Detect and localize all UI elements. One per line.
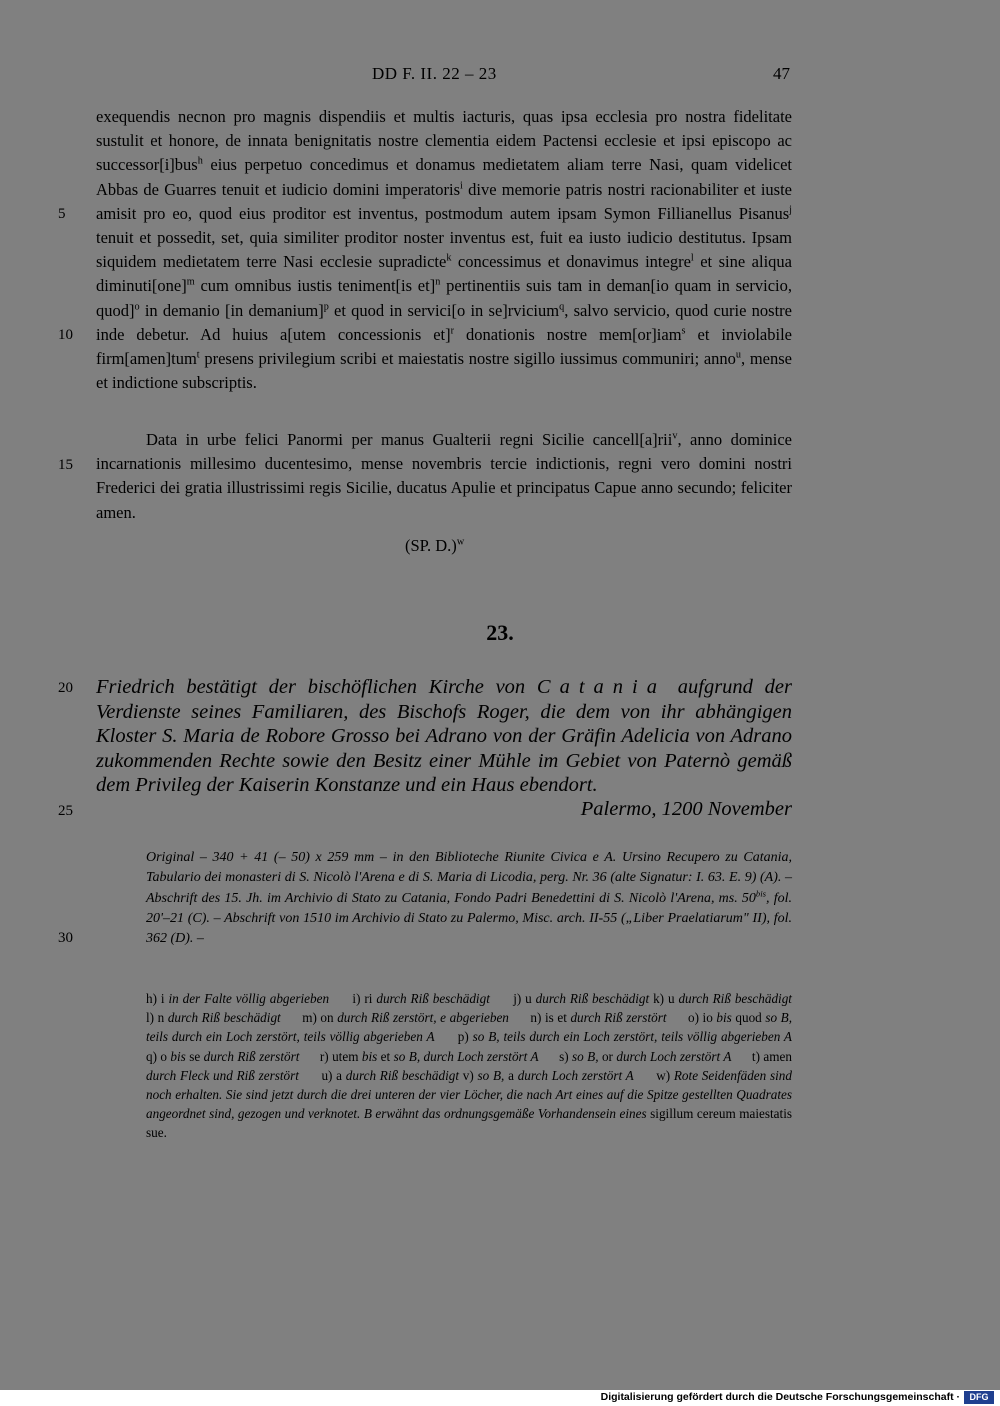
text-run: Data in urbe felici Panormi per manus Gualterii regni Sicilie cancell[a]rii bbox=[146, 430, 673, 449]
footnote-marker: r bbox=[450, 325, 455, 337]
note-text: k) u bbox=[649, 991, 679, 1006]
regest bbox=[96, 675, 792, 798]
text-run: , salvo servicio, quod curie nostre inde debetur. Ad huius a[utem concessionis et] bbox=[96, 300, 793, 344]
note-italic-text: so B, bbox=[477, 1067, 505, 1083]
note-italic-text: durch Riß zerstört, e abgerieben bbox=[337, 1010, 509, 1026]
text-run: pertinentiis suis tam in deman[io quam in servicio, quod] bbox=[96, 276, 792, 320]
footnote-marker: w bbox=[456, 536, 465, 548]
text-run: , mense et indictione subscriptis. bbox=[96, 349, 792, 393]
note-italic-text: durch Loch zerstört A bbox=[517, 1067, 634, 1083]
note-italic-text: durch Riß beschädigt bbox=[345, 1067, 460, 1083]
note-text: l) n bbox=[146, 991, 812, 1026]
note-italic-text: bis bbox=[170, 1048, 186, 1064]
signum bbox=[405, 536, 464, 556]
text-run: exequendis necnon pro magnis dispendiis et multis iacturis, quas ipsa ecclesia pro nostra fidelitate sustulit et honore, de innata benignitatis nostre clementia eidem Pactensi ecclesie et ipsi episcopo ac successor[i]bus bbox=[96, 107, 792, 175]
note-italic-text: durch Loch zerstört A bbox=[616, 1048, 732, 1064]
line-number: 30 bbox=[58, 930, 73, 946]
note-italic-text: so B, teils durch ein Loch zerstört, teils völlig abgerieben A bbox=[472, 1029, 792, 1045]
dfg-logo: DFG bbox=[964, 1391, 994, 1404]
footnote-marker: o bbox=[134, 301, 140, 313]
footnote-marker: s bbox=[681, 325, 686, 337]
footnote-marker: m bbox=[186, 276, 195, 288]
note-text: et bbox=[377, 1048, 394, 1064]
document-text-paragraph bbox=[96, 105, 792, 395]
text-run: concessimus et donavimus integre bbox=[451, 252, 691, 272]
note-italic-text: durch Riß beschädigt bbox=[167, 1010, 281, 1026]
dateline: Palermo, 1200 November bbox=[580, 798, 792, 820]
footnote-marker: t bbox=[196, 349, 200, 361]
footnote-marker: p bbox=[323, 301, 329, 313]
note-text: sigillum cereum maiestatis sue. bbox=[146, 1106, 796, 1141]
note-text: se bbox=[185, 1048, 204, 1064]
text-run: , anno dominice incarnationis millesimo ducentesimo, mense novembris tercie indictionis, regni vero domini nostri Frederici dei gratia illustrissimi regis Sicilie, ducatus Apulie et principatus Capue anno secundo; feliciter amen. bbox=[96, 430, 792, 522]
note-text: a bbox=[504, 1067, 518, 1083]
note-text: h) i bbox=[146, 991, 169, 1006]
note-italic-text: durch Riß beschädigt bbox=[376, 991, 490, 1006]
note-text: p) bbox=[434, 1029, 473, 1045]
footnote-marker: i bbox=[460, 180, 463, 192]
note-text: o) io bbox=[666, 1010, 717, 1026]
regest-place: Catania bbox=[536, 676, 666, 698]
text-run: in demanio [in demanium] bbox=[139, 300, 324, 320]
note-italic-text: bis bbox=[361, 1048, 378, 1064]
note-text: j) u bbox=[489, 991, 536, 1006]
note-italic-text: durch Riß beschädigt bbox=[678, 991, 792, 1006]
tradition-text: , fol. 20'–21 (C). – Abschrift von 1510 im Archivio di Stato zu Palermo, Misc. arch. II-55 („Liber Praelatiarum" II), fol. 362 (D). – bbox=[146, 890, 792, 947]
footnote-marker: q bbox=[559, 301, 565, 313]
note-italic-text: durch Riß beschädigt bbox=[535, 991, 650, 1006]
note-text: or bbox=[598, 1048, 617, 1064]
note-italic-text: durch Riß zerstört bbox=[570, 1010, 667, 1026]
text-run: et sine aliqua diminuti[one] bbox=[96, 252, 792, 296]
note-italic-text: so B, teils durch ein Loch zerstört, teils völlig abgerieben A bbox=[146, 1010, 793, 1045]
note-text: quod bbox=[731, 1010, 766, 1026]
note-italic-text: Rote Seidenfäden sind noch erhalten. Sie sind jetzt durch die drei unteren der vier Löcher, die nach Art eines auf die Spitze gestellten Quadrates angeordnet sind, gezogen und verknotet. B erwähnt das ordnungsgemäße Vorhandensein eines bbox=[146, 1067, 792, 1122]
note-text: r) utem bbox=[299, 1048, 362, 1064]
footnote-marker: h bbox=[197, 155, 203, 167]
note-italic-text: bis bbox=[716, 1010, 732, 1026]
footnote-marker: j bbox=[789, 204, 792, 216]
footnote-marker: l bbox=[690, 252, 694, 264]
note-text: w) bbox=[633, 1067, 674, 1083]
footer-bar bbox=[0, 1390, 1000, 1406]
text-run: cum omnibus iustis teniment[is et] bbox=[194, 276, 436, 296]
line-number: 10 bbox=[58, 327, 73, 343]
footnote-marker: u bbox=[735, 349, 742, 361]
text-run: et inviolabile firm[amen]tum bbox=[96, 324, 792, 369]
footnote-marker: n bbox=[435, 276, 441, 288]
funding-credit: Digitalisierung gefördert durch die Deutsche Forschungsgemeinschaft · bbox=[600, 1391, 960, 1403]
note-text: s) bbox=[538, 1048, 573, 1064]
footnote-marker: v bbox=[672, 430, 678, 442]
note-text: m) on bbox=[280, 1010, 338, 1026]
line-number: 20 bbox=[58, 680, 73, 696]
regest-text: aufgrund der Verdienste seines Familiaren, des Bischofs Roger, die dem von ihr abhängigen Kloster S. Maria de Robore Grosso bei Adrano von der Gräfin Adelicia von Adrano zukommenden Rechte sowie den Besitz einer Mühle im Gebiet von Paternò gemäß dem Privileg der Kaiserin Konstanze und ein Haus ebendort. bbox=[96, 676, 792, 796]
text-run: eius perpetuo concedimus et donamus medietatem aliam terre Nasi, quam videlicet Abbas de Guarres tenuit et iudicio domini imperatoris bbox=[96, 155, 792, 199]
note-italic-text: durch Riß zerstört bbox=[203, 1048, 300, 1064]
note-italic-text: in der Falte völlig abgerieben bbox=[168, 991, 330, 1006]
line-number: 15 bbox=[58, 457, 73, 473]
critical-apparatus bbox=[146, 989, 812, 1143]
text-run: presens privilegium scribi et maiestatis nostre sigillo iussimus communiri; anno bbox=[199, 349, 736, 369]
datum-paragraph bbox=[96, 428, 792, 525]
text-run: tenuit et possedit, set, quia similiter proditor noster inventus est, fuit ea iusto iudicio destitutus. Ipsam siquidem medietatem terre Nasi ecclesie supradicte bbox=[96, 228, 792, 272]
line-number: 25 bbox=[58, 803, 73, 819]
note-text: u) a bbox=[298, 1067, 346, 1083]
text-run: et quod in servici[o in se]rvicium bbox=[328, 300, 560, 320]
note-text: i) ri bbox=[329, 991, 377, 1006]
note-text: v) bbox=[459, 1067, 478, 1083]
running-title: DD F. II. 22 – 23 bbox=[372, 64, 497, 83]
tradition-note bbox=[146, 848, 792, 949]
regest-text: Friedrich bestätigt der bischöflichen Kirche von bbox=[96, 676, 537, 698]
text-run: dive memorie patris nostri racionabiliter et iuste amisit pro eo, quod eius proditor est inventus, postmodum autem ipsam Symon Fillianellus Pisanus bbox=[96, 179, 792, 223]
text-run: donationis nostre mem[or]iam bbox=[454, 324, 682, 344]
note-text: t) amen bbox=[731, 1048, 796, 1064]
note-text: q) o bbox=[146, 1029, 812, 1064]
tradition-superscript: bis bbox=[755, 887, 767, 898]
document-number: 23. bbox=[486, 620, 514, 645]
note-text: n) is et bbox=[508, 1010, 571, 1026]
footnote-marker: k bbox=[446, 252, 452, 264]
page-number: 47 bbox=[773, 64, 790, 83]
note-italic-text: so B, durch Loch zerstört A bbox=[393, 1048, 539, 1064]
note-italic-text: durch Fleck und Riß zerstört bbox=[146, 1067, 299, 1083]
line-number: 5 bbox=[58, 206, 66, 222]
signum-text: (SP. D.) bbox=[405, 536, 457, 555]
note-italic-text: so B, bbox=[572, 1048, 599, 1064]
tradition-text: Original – 340 + 41 (– 50) x 259 mm – in den Biblioteche Riunite Civica e A. Ursino Recupero zu Catania, Tabulario dei monasteri di S. Nicolò l'Arena e di S. Maria di Licodia, perg. Nr. 36 (alte Signatur: I. 63. E. 9) (A). – Abschrift des 15. Jh. im Archivio di Stato zu Catania, Fondo Padri Benedettini di S. Nicolò l'Arena, ms. 50 bbox=[146, 850, 792, 906]
